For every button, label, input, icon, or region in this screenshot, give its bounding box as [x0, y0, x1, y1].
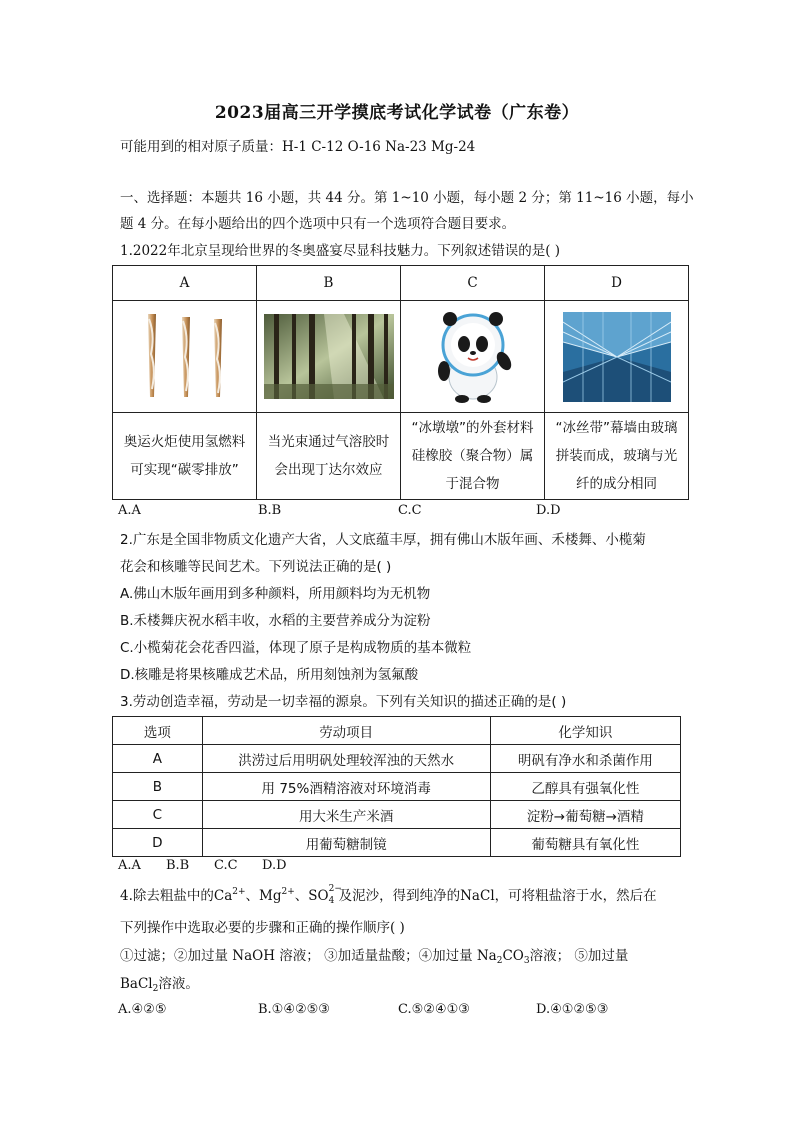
q3-row-d-label: D [113, 829, 203, 857]
q3-stem: 3.劳动创造幸福，劳动是一切幸福的源泉。下列有关知识的描述正确的是( ) [120, 694, 567, 710]
q1-desc-b-line1: 当光束通过气溶胶时 [267, 434, 390, 450]
q1-header-a: A [113, 266, 257, 301]
q1-header-c: C [401, 266, 545, 301]
table-row [113, 773, 681, 801]
na2co3-sub2: 2 [496, 956, 503, 966]
q1-desc-c-line1: “冰墩墩”的外套材料 [411, 420, 534, 436]
ca-charge: 2+ [232, 887, 246, 897]
q4-stem-text3: 、SO [294, 888, 329, 904]
q1-image-cell-c [401, 301, 545, 413]
q4-option-b[interactable]: B.①④②⑤③ [258, 1002, 330, 1017]
q4-option-d[interactable]: D.④①②⑤③ [536, 1002, 609, 1017]
na2co3-sub3: 3 [523, 956, 530, 966]
q4-steps-line2 [120, 972, 199, 994]
q3-row-a-labor: 洪涝过后用明矾处理较浑浊的天然水 [202, 745, 490, 773]
q2-option-a[interactable]: A.佛山木版年画用到多种颜料，所用颜料均为无机物 [120, 586, 431, 602]
q4-option-a[interactable]: A.④②⑤ [118, 1002, 167, 1017]
q4-steps-text3: 溶液； ⑤加过量 [529, 948, 629, 964]
q3-option-d[interactable]: D.D [262, 858, 287, 873]
forest-light-beam-image [264, 314, 394, 399]
bing-dwen-dwen-mascot-image [428, 309, 518, 404]
q3-row-c-labor: 用大米生产米酒 [202, 801, 490, 829]
q1-desc-d [545, 413, 689, 500]
q1-table [112, 265, 689, 500]
q1-desc-b-line2: 会出现丁达尔效应 [274, 462, 383, 478]
q2-stem-line2: 花会和核雕等民间艺术。下列说法正确的是( ) [120, 559, 392, 575]
q3-row-a-chemistry: 明矾有净水和杀菌作用 [490, 745, 680, 773]
section-instructions-line1: 一、选择题：本题共 16 小题，共 44 分。第 1~10 小题，每小题 2 分；第 11~16 小题，每小 [120, 190, 694, 206]
q3-row-a-label: A [113, 745, 203, 773]
q4-option-c[interactable]: C.⑤②④①③ [398, 1002, 470, 1017]
q4-stem-text2: 、Mg [245, 888, 282, 904]
q3-option-b[interactable]: B.B [166, 858, 190, 873]
atomic-masses-note: 可能用到的相对原子质量：H-1 C-12 O-16 Na-23 Mg-24 [120, 139, 476, 155]
q4-steps-text2: CO [502, 948, 524, 964]
q3-row-d-labor: 用葡萄糖制镜 [202, 829, 490, 857]
q3-row-c-chemistry: 淀粉→葡萄糖→酒精 [490, 801, 680, 829]
q1-header-b: B [257, 266, 401, 301]
q3-header-option: 选项 [113, 717, 203, 745]
sulfate-superscript-subscript [328, 883, 342, 906]
q4-steps-text1: ①过滤；②加过量 NaOH 溶液； ③加适量盐酸；④加过量 Na [120, 948, 497, 964]
olympic-torch-image [130, 309, 240, 404]
q3-row-b-labor: 用 75%酒精溶液对环境消毒 [202, 773, 490, 801]
q1-header-d: D [545, 266, 689, 301]
q1-image-cell-b [257, 301, 401, 413]
q1-desc-c [401, 413, 545, 500]
q3-header-labor: 劳动项目 [202, 717, 490, 745]
q1-stem: 1.2022年北京呈现给世界的冬奥盛宴尽显科技魅力。下列叙述错误的是( ) [120, 243, 561, 259]
ice-ribbon-curtain-wall-image [563, 312, 671, 402]
table-row [113, 829, 681, 857]
q1-desc-d-line2: 拼装而成，玻璃与光 [555, 448, 678, 464]
q4-stem-text4: 及泥沙，得到纯净的NaCl，可将粗盐溶于水，然后在 [338, 888, 657, 904]
q4-steps-text5: 溶液。 [158, 976, 199, 992]
q1-desc-a [113, 413, 257, 500]
q1-desc-d-line1: “冰丝带”幕墙由玻璃 [555, 420, 678, 436]
mg-charge: 2+ [281, 887, 295, 897]
q1-desc-a-line1: 奥运火炬使用氢燃料 [123, 434, 246, 450]
q2-stem-line1: 2.广东是全国非物质文化遗产大省，人文底蕴丰厚，拥有佛山木版年画、禾楼舞、小榄菊 [120, 532, 646, 548]
so4-charge: 2− [328, 883, 342, 894]
bacl2-sub: 2 [152, 984, 159, 994]
q4-stem-line1 [120, 884, 657, 904]
so4-subscript: 4 [328, 895, 335, 906]
q2-option-d[interactable]: D.核雕是将果核雕成艺术品，所用刻蚀剂为氢氟酸 [120, 667, 419, 683]
q4-steps-line1 [120, 944, 628, 966]
q2-option-b[interactable]: B.禾楼舞庆祝水稻丰收，水稻的主要营养成分为淀粉 [120, 613, 431, 629]
q3-header-chemistry: 化学知识 [490, 717, 680, 745]
q3-option-c[interactable]: C.C [214, 858, 238, 873]
q4-steps-text4: BaCl [120, 976, 153, 992]
q3-row-d-chemistry: 葡萄糖具有氧化性 [490, 829, 680, 857]
q1-desc-d-line3: 纤的成分相同 [576, 476, 657, 492]
table-row [113, 745, 681, 773]
q1-image-cell-a [113, 301, 257, 413]
q3-row-c-label: C [113, 801, 203, 829]
exam-title: 2023届高三开学摸底考试化学试卷（广东卷） [214, 103, 580, 123]
q1-option-c[interactable]: C.C [398, 503, 422, 518]
q4-stem-text1: 4.除去粗盐中的Ca [120, 888, 233, 904]
q1-option-d[interactable]: D.D [536, 503, 561, 518]
q2-option-c[interactable]: C.小榄菊花会花香四溢，体现了原子是构成物质的基本微粒 [120, 640, 472, 656]
q3-row-b-label: B [113, 773, 203, 801]
q4-stem-line2: 下列操作中选取必要的步骤和正确的操作顺序( ) [120, 920, 405, 936]
q3-row-b-chemistry: 乙醇具有强氧化性 [490, 773, 680, 801]
q3-table [112, 716, 681, 857]
q1-option-b[interactable]: B.B [258, 503, 282, 518]
q1-desc-c-line3: 于混合物 [445, 476, 500, 492]
q1-image-cell-d [545, 301, 689, 413]
q1-desc-b [257, 413, 401, 500]
q3-option-a[interactable]: A.A [118, 858, 141, 873]
q1-desc-a-line2: 可实现“碳零排放” [130, 462, 239, 478]
q1-desc-c-line2: 硅橡胶（聚合物）属 [411, 448, 534, 464]
q1-option-a[interactable]: A.A [118, 503, 141, 518]
table-row [113, 801, 681, 829]
section-instructions-line2: 题 4 分。在每小题给出的四个选项中只有一个选项符合题目要求。 [120, 216, 516, 232]
